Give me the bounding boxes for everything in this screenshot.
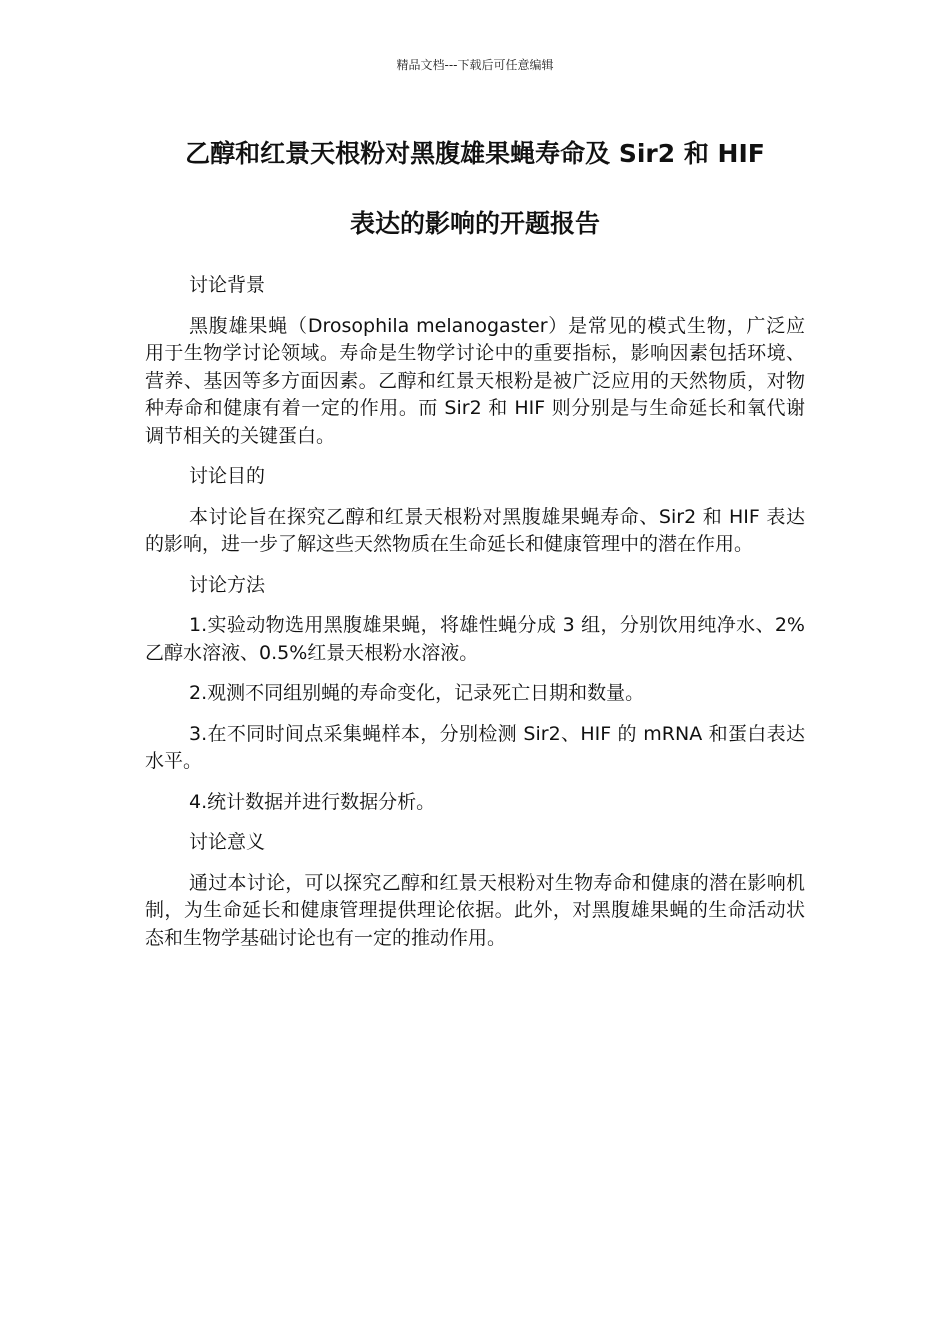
section-heading-significance: 讨论意义 — [189, 831, 266, 853]
document-title — [145, 136, 805, 242]
section-heading-purpose: 讨论目的 — [189, 465, 266, 487]
method-item-3: 3.在不同时间点采集蝇样本，分别检测 Sir2、HIF 的 mRNA 和蛋白表达水平。 — [145, 722, 805, 772]
background-paragraph: 黑腹雄果蝇（Drosophila melanogaster）是常见的模式生物，广泛应用于生物学讨论领域。寿命是生物学讨论中的重要指标，影响因素包括环境、营养、基因等多方面因素。乙醇和红景天根粉是被广泛应用的天然物质，对物种寿命和健康有着一定的作用。而 Sir2 和 HIF 则分别是与生命延长和氧代谢调节相关的关键蛋白。 — [145, 314, 805, 447]
title-line-2: 表达的影响的开题报告 — [349, 209, 600, 238]
method-item-2: 2.观测不同组别蝇的寿命变化，记录死亡日期和数量。 — [189, 682, 645, 704]
purpose-paragraph: 本讨论旨在探究乙醇和红景天根粉对黑腹雄果蝇寿命、Sir2 和 HIF 表达的影响，进一步了解这些天然物质在生命延长和健康管理中的潜在作用。 — [145, 505, 805, 555]
page-header: 精品文档---下载后可任意编辑 — [396, 58, 554, 72]
section-heading-background: 讨论背景 — [189, 274, 266, 296]
significance-paragraph: 通过本讨论，可以探究乙醇和红景天根粉对生物寿命和健康的潜在影响机制，为生命延长和健康管理提供理论依据。此外，对黑腹雄果蝇的生命活动状态和生物学基础讨论也有一定的推动作用。 — [145, 871, 805, 949]
method-item-4: 4.统计数据并进行数据分析。 — [189, 790, 436, 813]
title-line-1: 乙醇和红景天根粉对黑腹雄果蝇寿命及 Sir2 和 HIF — [185, 139, 765, 168]
section-heading-methods: 讨论方法 — [189, 573, 266, 596]
document-body — [145, 272, 805, 965]
method-item-1: 1.实验动物选用黑腹雄果蝇，将雄性蝇分成 3 组，分别饮用纯净水、2%乙醇水溶液、0.5%红景天根粉水溶液。 — [145, 614, 805, 664]
